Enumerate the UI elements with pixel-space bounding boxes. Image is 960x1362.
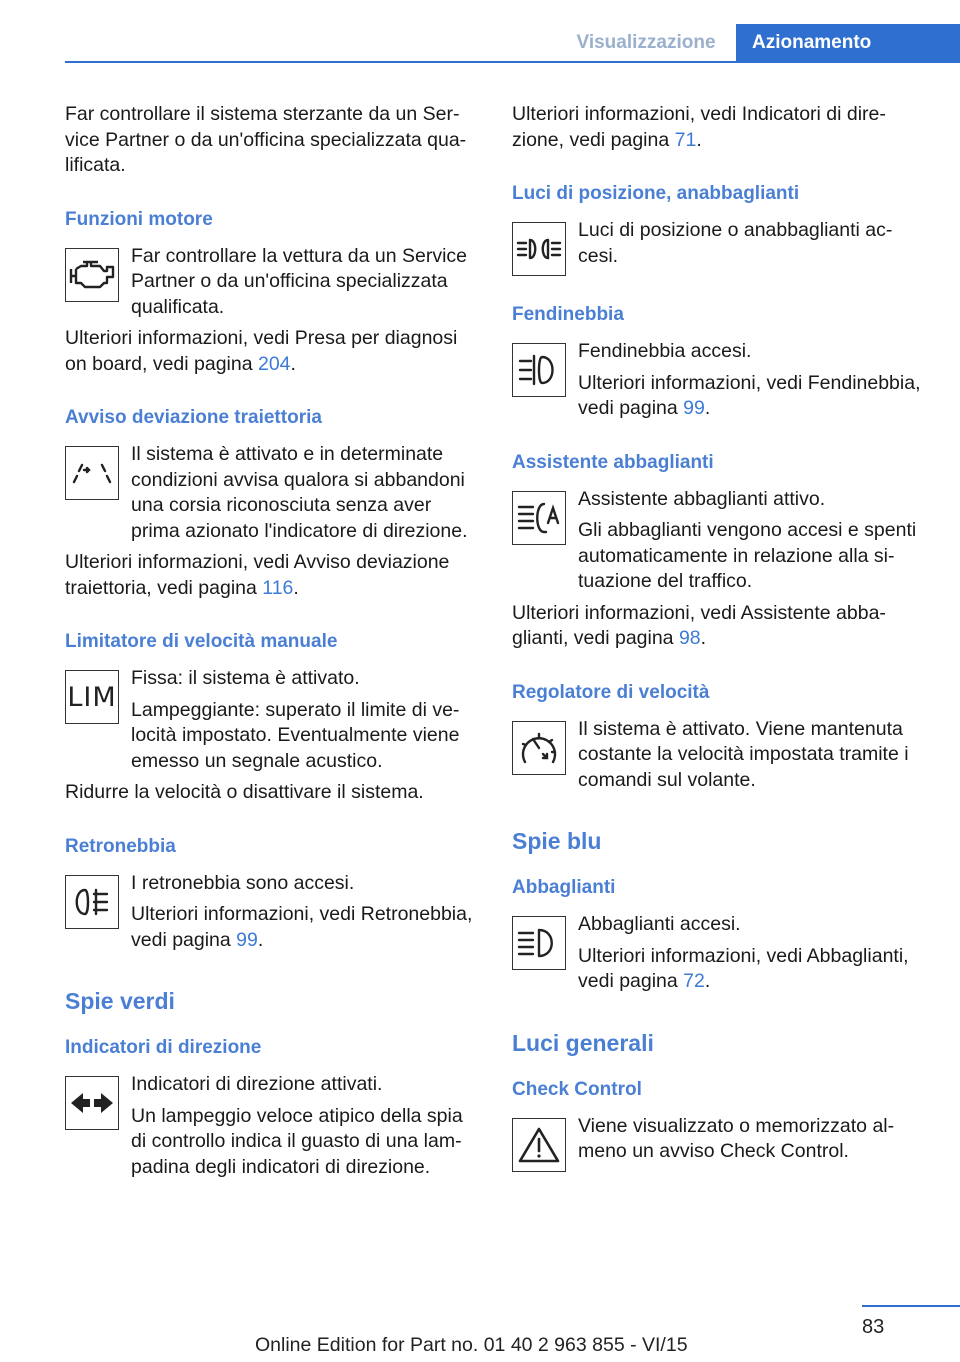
entry-text: Luci di posizione o anabbaglianti ac-cesi. [578,219,893,267]
section-title: Avviso deviazione traiettoria [65,407,322,428]
more-info [512,601,930,652]
more-info-suffix: . [704,397,711,419]
entry-text: Fissa: il sistema è attivato. [131,667,360,689]
entry-abbaglianti [512,912,930,995]
entry-indicatori [65,1072,483,1180]
entry-text: Fendinebbia accesi. [578,340,752,362]
entry-text: Il sistema è attivato. Viene mantenuta costante la velocità impostata tramite i comandi sul volante. [578,717,909,791]
more-info-text: Ulteriori informazioni, vedi Presa per diagnosi on board, vedi pagina [65,327,458,375]
entry-text: Far controllare la vettura da un Service Partner o da un'officina specializzata qualificata. [131,244,467,318]
entry-text: I retronebbia sono accesi. [131,871,355,894]
header-tabs [556,24,960,62]
more-info-text: Ulteriori informazioni, vedi Assistente abba-glianti, vedi pagina [512,601,886,649]
section-title: Fendinebbia [512,304,624,325]
section-heading: Spie blu [512,828,602,854]
entry-retronebbia [65,871,483,954]
footer-divider [862,1305,960,1307]
section-title: Assistente abbaglianti [512,451,714,473]
entry-text: Viene visualizzato o memorizzato al-meno un avviso Check Control. [578,1114,895,1162]
more-info-text: Ulteriori informazioni, vedi Fendinebbia, vedi pagina [578,371,921,419]
speed-limiter-icon [65,670,119,724]
engine-icon [65,248,119,302]
page-link[interactable]: 72 [683,970,705,992]
more-info-suffix: . [293,576,299,599]
lim-icon-text: LIM [67,681,117,713]
page-link[interactable]: 116 [262,576,294,599]
entry-avviso-deviazione [65,442,483,544]
more-info-suffix: . [704,970,711,992]
entry-text: Gli abbaglianti vengono accesi e spenti automaticamente in relazione alla si-tuazione del traffico. [578,519,917,592]
more-info [131,902,483,953]
section-title: Regolatore di velocità [512,681,710,703]
tab-azionamento[interactable]: Azionamento [736,24,960,62]
more-info-text: Ulteriori informazioni, vedi Retronebbia, vedi pagina [131,903,473,951]
section-title: Luci di posizione, anabbaglianti [512,183,800,204]
entry-fendinebbia [512,339,930,422]
section-heading: Luci generali [512,1029,654,1056]
section-title: Funzioni motore [65,208,213,230]
page-link[interactable]: 99 [683,397,705,419]
more-info-suffix: . [700,627,707,649]
tab-visualizzazione[interactable]: Visualizzazione [576,32,716,53]
entry-text: Indicatori di direzione attivati. [131,1073,383,1095]
front-fog-light-icon [512,343,566,397]
section-heading: Spie verdi [65,988,175,1014]
cruise-control-icon [512,721,566,775]
high-beam-icon [512,916,566,970]
intro-text: Ulteriori informazioni, vedi Indicatori di dire-zione, vedi pagina [512,103,886,151]
entry-text: Il sistema è attivato e in determinate condizioni avvisa qualora si abbandoni una corsia riconosciuta senza aver prima azionato l'indicatore di direzione. [131,443,468,542]
rear-fog-light-icon [65,875,119,929]
entry-limitatore [65,666,483,774]
footer-edition: Online Edition for Part no. 01 40 2 963 855 - VI/15 [255,1334,688,1356]
entry-note: Ridurre la velocità o disattivare il sistema. [65,781,424,803]
section-title: Abbaglianti [512,877,616,898]
entry-text: Abbaglianti accesi. [578,913,741,935]
more-info [578,944,930,995]
section-title: Limitatore di velocità manuale [65,631,338,652]
low-beam-icon [512,222,566,276]
more-info [65,550,483,601]
turn-signal-icon [65,1076,119,1130]
more-info-text: Ulteriori informazioni, vedi Avviso deviazione traiettoria, vedi pagina [65,551,450,599]
intro-paragraph: Far controllare il sistema sterzante da un Ser-vice Partner o da un'officina specializzata qua-lificata. [65,103,467,176]
page-link[interactable]: 99 [236,928,258,951]
warning-triangle-icon [512,1118,566,1172]
left-column [65,102,483,1186]
intro-suffix: . [696,128,702,151]
lane-departure-icon [65,446,119,500]
entry-funzioni-motore [65,244,483,321]
entry-regolatore [512,717,930,794]
section-title: Check Control [512,1078,642,1100]
page-link[interactable]: 98 [678,627,701,649]
more-info-text: Ulteriori informazioni, vedi Abbaglianti, vedi pagina [578,944,909,992]
header-divider [65,61,960,63]
entry-text: Lampeggiante: superato il limite di ve-locità impostato. Eventualmente viene emesso un segnale acustico. [131,698,460,772]
entry-text: Un lampeggio veloce atipico della spia di controllo indica il guasto di una lam-padina degli indicatori di direzione. [131,1104,463,1178]
more-info-suffix: . [257,928,264,951]
entry-check-control [512,1114,930,1170]
entry-luci-posizione [512,218,930,274]
page-link[interactable]: 204 [257,352,291,375]
more-info [65,326,483,377]
section-title: Indicatori di direzione [65,1037,262,1058]
page-link[interactable]: 71 [674,128,697,151]
more-info-suffix: . [290,352,296,375]
right-column [512,102,930,1170]
more-info [578,371,930,422]
intro-paragraph [512,102,930,153]
page-number: 83 [862,1316,885,1338]
section-title: Retronebbia [65,835,176,857]
entry-text: Assistente abbaglianti attivo. [578,487,826,510]
high-beam-assistant-icon [512,491,566,545]
entry-assistente-abbaglianti [512,487,930,595]
